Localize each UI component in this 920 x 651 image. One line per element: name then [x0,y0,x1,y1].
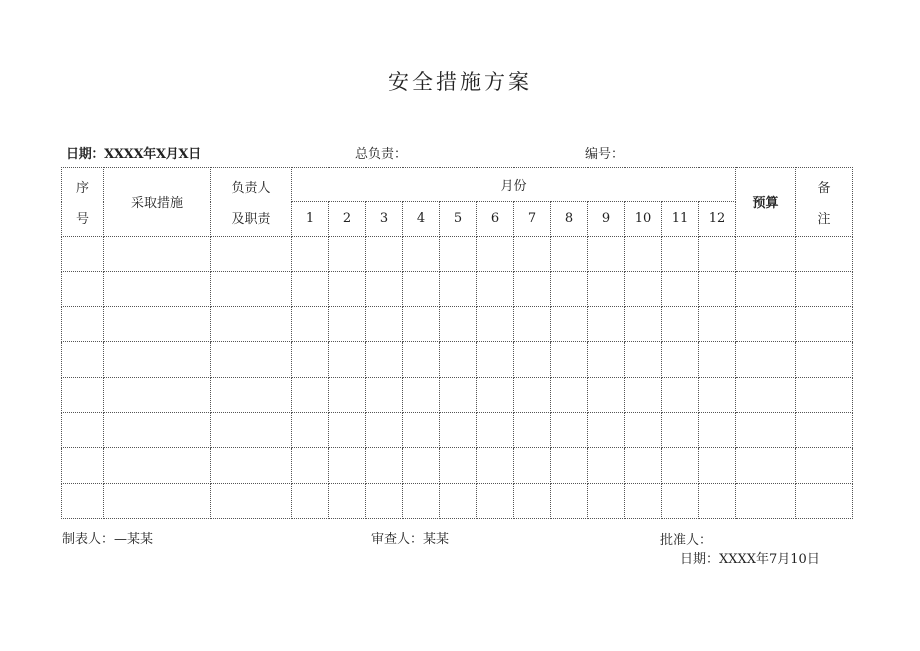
table-cell[interactable] [62,342,104,377]
table-cell[interactable] [292,448,329,483]
table-cell[interactable] [403,271,440,306]
table-cell[interactable] [662,448,699,483]
table-cell[interactable] [514,307,551,342]
header-budget: 预算 [736,168,796,237]
table-row [62,377,853,412]
table-cell[interactable] [736,271,796,306]
header-person-top: 负责人 [231,180,271,196]
table-cell[interactable] [211,377,292,412]
table-row [62,271,853,306]
table-cell[interactable] [329,448,366,483]
table-cell[interactable] [440,271,477,306]
table-cell[interactable] [514,483,551,518]
month-5: 5 [440,202,477,236]
table-cell[interactable] [440,448,477,483]
date-field: 日期：XXXX年X月X日 [66,147,201,162]
table-cell[interactable] [625,307,662,342]
header-note-bottom: 注 [817,211,831,227]
table-cell[interactable] [588,377,625,412]
table-cell[interactable] [551,271,588,306]
number-field: 编号： [585,147,625,162]
table-row [62,342,853,377]
table-cell[interactable] [366,483,403,518]
table-row [62,236,853,271]
table-cell[interactable] [477,271,514,306]
table-cell[interactable] [662,413,699,448]
table-cell[interactable] [403,307,440,342]
table-cell[interactable] [329,236,366,271]
month-6: 6 [477,202,514,236]
table-cell[interactable] [588,448,625,483]
table-cell[interactable] [551,342,588,377]
table-cell[interactable] [699,377,736,412]
table-cell[interactable] [796,377,853,412]
table-cell[interactable] [477,483,514,518]
table-cell[interactable] [477,236,514,271]
table-cell[interactable] [104,307,211,342]
table-row [62,413,853,448]
table-cell[interactable] [796,271,853,306]
table-cell[interactable] [588,307,625,342]
table-cell[interactable] [662,342,699,377]
table-cell[interactable] [662,271,699,306]
table-cell[interactable] [551,236,588,271]
table-cell[interactable] [625,483,662,518]
table-cell[interactable] [477,342,514,377]
table-cell[interactable] [104,236,211,271]
table-cell[interactable] [699,413,736,448]
table-cell[interactable] [104,377,211,412]
table-cell[interactable] [211,448,292,483]
safety-measures-table [61,167,853,519]
month-2: 2 [329,202,366,236]
table-cell[interactable] [551,377,588,412]
month-1: 1 [292,202,329,236]
table-cell[interactable] [292,271,329,306]
table-cell[interactable] [62,413,104,448]
table-cell[interactable] [736,307,796,342]
maker-field: 制表人：—某某 [62,532,154,547]
header-note [796,168,853,237]
table-cell[interactable] [662,377,699,412]
table-cell[interactable] [440,236,477,271]
table-cell[interactable] [699,271,736,306]
table-cell[interactable] [796,483,853,518]
table-cell[interactable] [625,448,662,483]
table-cell[interactable] [736,342,796,377]
table-cell[interactable] [588,413,625,448]
table-cell[interactable] [104,483,211,518]
table-row [62,448,853,483]
table-cell[interactable] [403,448,440,483]
table-cell[interactable] [662,307,699,342]
table-cell[interactable] [329,307,366,342]
table-row [62,483,853,518]
table-cell[interactable] [366,307,403,342]
table-cell[interactable] [699,483,736,518]
table-cell[interactable] [551,307,588,342]
table-cell[interactable] [366,377,403,412]
table-cell[interactable] [736,236,796,271]
table-cell[interactable] [440,483,477,518]
table-cell[interactable] [292,483,329,518]
header-measure: 采取措施 [104,168,211,237]
header-month: 月份 [292,168,736,202]
table-cell[interactable] [440,377,477,412]
table-cell[interactable] [625,236,662,271]
table-cell[interactable] [796,236,853,271]
month-4: 4 [403,202,440,236]
table-cell[interactable] [514,342,551,377]
table-cell[interactable] [736,483,796,518]
table-cell[interactable] [62,307,104,342]
table-cell[interactable] [625,271,662,306]
table-cell[interactable] [588,483,625,518]
table-cell[interactable] [366,236,403,271]
header-note-top: 备 [817,180,831,196]
table-cell[interactable] [62,236,104,271]
table-cell[interactable] [551,413,588,448]
table-cell[interactable] [699,307,736,342]
table-cell[interactable] [62,448,104,483]
table-cell[interactable] [403,413,440,448]
table-cell[interactable] [514,236,551,271]
month-3: 3 [366,202,403,236]
month-10: 10 [625,202,662,236]
table-cell[interactable] [662,483,699,518]
footer-date: 日期：XXXX年7月10日 [680,552,820,567]
document-title: 安全措施方案 [388,70,532,94]
table-cell[interactable] [403,483,440,518]
table-cell[interactable] [514,271,551,306]
table-cell[interactable] [403,377,440,412]
table-cell[interactable] [625,413,662,448]
table-cell[interactable] [403,342,440,377]
table-cell[interactable] [625,377,662,412]
table-cell[interactable] [551,483,588,518]
table-cell[interactable] [62,483,104,518]
table-cell[interactable] [796,307,853,342]
table-cell[interactable] [366,448,403,483]
table-cell[interactable] [440,413,477,448]
table-cell[interactable] [292,377,329,412]
table-cell[interactable] [104,342,211,377]
table-cell[interactable] [366,413,403,448]
table-cell[interactable] [104,271,211,306]
table-cell[interactable] [211,271,292,306]
table-cell[interactable] [104,413,211,448]
table-cell[interactable] [796,448,853,483]
table-cell[interactable] [588,271,625,306]
table-cell[interactable] [403,236,440,271]
table-cell[interactable] [662,236,699,271]
header-seq-top: 序 [75,180,89,196]
table-cell[interactable] [699,448,736,483]
table-cell[interactable] [514,448,551,483]
table-row [62,307,853,342]
table-cell[interactable] [211,413,292,448]
table-cell[interactable] [329,271,366,306]
header-seq-bottom: 号 [75,211,89,227]
table-cell[interactable] [62,377,104,412]
table-cell[interactable] [104,448,211,483]
table-cell[interactable] [366,271,403,306]
table-cell[interactable] [477,377,514,412]
table-cell[interactable] [329,342,366,377]
table-cell[interactable] [211,307,292,342]
table-cell[interactable] [329,483,366,518]
table-cell[interactable] [477,307,514,342]
table-cell[interactable] [292,413,329,448]
month-7: 7 [514,202,551,236]
table-cell[interactable] [477,448,514,483]
table-cell[interactable] [736,377,796,412]
table-cell[interactable] [329,377,366,412]
table-cell[interactable] [211,236,292,271]
table-cell[interactable] [514,377,551,412]
table-cell[interactable] [588,342,625,377]
table-cell[interactable] [440,307,477,342]
approver-field: 批准人： [660,533,713,548]
table-cell[interactable] [211,342,292,377]
chief-field: 总负责： [355,147,408,162]
header-person-bottom: 及职责 [231,211,271,227]
header-seq [62,168,104,237]
table-cell[interactable] [699,342,736,377]
month-8: 8 [551,202,588,236]
table-cell[interactable] [477,413,514,448]
table-cell[interactable] [736,413,796,448]
table-cell[interactable] [211,483,292,518]
month-12: 12 [699,202,736,236]
table-cell[interactable] [292,236,329,271]
table-cell[interactable] [292,307,329,342]
reviewer-field: 审查人：某某 [371,532,450,547]
month-11: 11 [662,202,699,236]
table-cell[interactable] [796,413,853,448]
month-9: 9 [588,202,625,236]
table-cell[interactable] [514,413,551,448]
table-cell[interactable] [736,448,796,483]
table-cell[interactable] [588,236,625,271]
header-person [211,168,292,237]
table-cell[interactable] [292,342,329,377]
table-cell[interactable] [796,342,853,377]
table-cell[interactable] [551,448,588,483]
table-cell[interactable] [62,271,104,306]
table-cell[interactable] [625,342,662,377]
table-cell[interactable] [329,413,366,448]
table-cell[interactable] [366,342,403,377]
table-cell[interactable] [699,236,736,271]
table-cell[interactable] [440,342,477,377]
